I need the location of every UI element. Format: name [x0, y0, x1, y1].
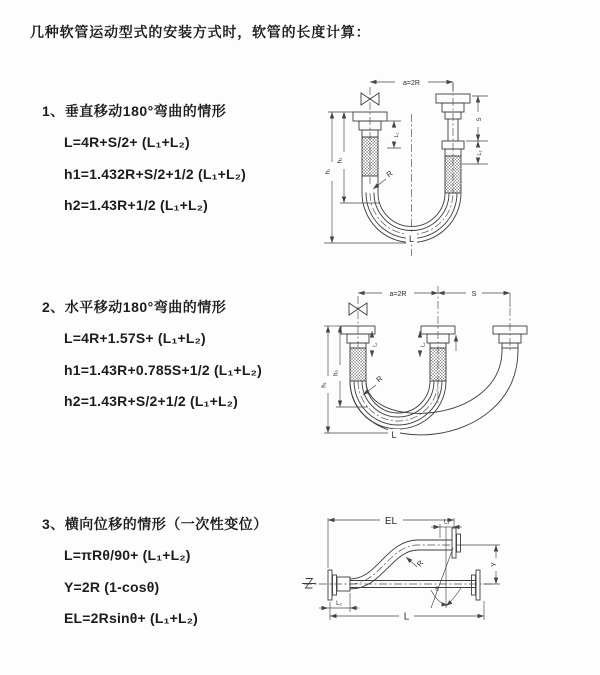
- right-flange: [476, 570, 480, 600]
- dim-label-h2: h₂: [333, 370, 340, 376]
- dimension-lines: [319, 518, 500, 620]
- hose-assembly: [341, 303, 527, 435]
- diagram-lateral-displacement: [300, 498, 600, 658]
- hose-assembly: [303, 528, 481, 600]
- section-lateral-displacement: [42, 514, 268, 635]
- section-vertical-movement: [42, 101, 246, 222]
- diagram-horizontal-180-bend: [310, 281, 600, 459]
- u-bend-inner: [366, 381, 430, 413]
- page-title: 几种软管运动型式的安装方式时，软管的长度计算：: [30, 24, 371, 40]
- braided-hose-section: [362, 137, 378, 176]
- length-label: L: [408, 234, 415, 244]
- formula-line: L=πRθ/90+ (L₁+L₂): [64, 547, 191, 563]
- section-1-heading: 1、垂直移动180°弯曲的情形: [42, 103, 227, 119]
- dim-label-l1: L₁: [443, 519, 450, 526]
- dim-label-a2r: a=2R: [403, 80, 420, 87]
- dim-label-y: Y: [491, 562, 498, 567]
- s-curve-hose-upper: [350, 540, 452, 579]
- dim-label-l1: L₁: [372, 342, 379, 347]
- dim-label-a2r: a=2R: [389, 291, 407, 298]
- dim-label-h1: h₁: [321, 382, 328, 388]
- formula-line: Y=2R (1-cosθ): [64, 578, 160, 595]
- dim-label-l1: L₁: [394, 132, 400, 138]
- centerline-icon: [303, 579, 316, 589]
- dim-label-s: S: [477, 117, 483, 122]
- formula-line: EL=2Rsinθ+ (L₁+L₂): [64, 610, 199, 626]
- dim-label-l2: L₂: [477, 150, 483, 156]
- formula-line: h2=1.43R+S/2+1/2 (L₁+L₂): [64, 393, 239, 409]
- left-flange: [328, 570, 332, 600]
- dim-label-h2: h₂: [337, 157, 344, 164]
- section-1-formulas: [42, 127, 246, 222]
- section-horizontal-movement: [42, 297, 262, 418]
- radius-label: R: [414, 558, 426, 569]
- dim-label-el: EL: [384, 516, 398, 527]
- length-label: L: [403, 611, 410, 623]
- upper-flange: [452, 528, 456, 558]
- section-3-heading: 3、横向位移的情形（一次性变位）: [42, 516, 268, 532]
- diagram-vertical-180-bend: [310, 68, 600, 263]
- radius-label: R: [384, 168, 395, 180]
- formula-line: h2=1.43R+1/2 (L₁+L₂): [64, 197, 209, 213]
- braided-hose-section: [350, 348, 366, 381]
- formula-line: L=4R+S/2+ (L₁+L₂): [64, 134, 190, 150]
- dim-label-l2: L₂: [336, 601, 342, 607]
- dim-label-l2: L₂: [420, 342, 427, 347]
- section-2-formulas: [42, 323, 262, 418]
- dim-label-s: S: [471, 291, 477, 298]
- dimension-lines: [324, 82, 488, 243]
- section-3-formulas: [42, 540, 268, 635]
- u-bend-outer: [350, 381, 446, 429]
- formula-line: L=4R+1.57S+ (L₁+L₂): [64, 330, 206, 346]
- angle-label: θ: [435, 586, 439, 593]
- radius-label: R: [374, 373, 385, 385]
- section-2-heading: 2、水平移动180°弯曲的情形: [42, 299, 227, 315]
- braided-hose-section: [430, 348, 446, 381]
- formula-line: h1=1.43R+0.785S+1/2 (L₁+L₂): [64, 361, 262, 378]
- dim-label-h1: h₁: [325, 168, 332, 175]
- s-curve-hose-lower: [350, 550, 452, 589]
- formula-line: h1=1.432R+S/2+1/2 (L₁+L₂): [64, 165, 246, 182]
- length-label: L: [391, 430, 397, 440]
- braided-hose-section: [445, 156, 461, 193]
